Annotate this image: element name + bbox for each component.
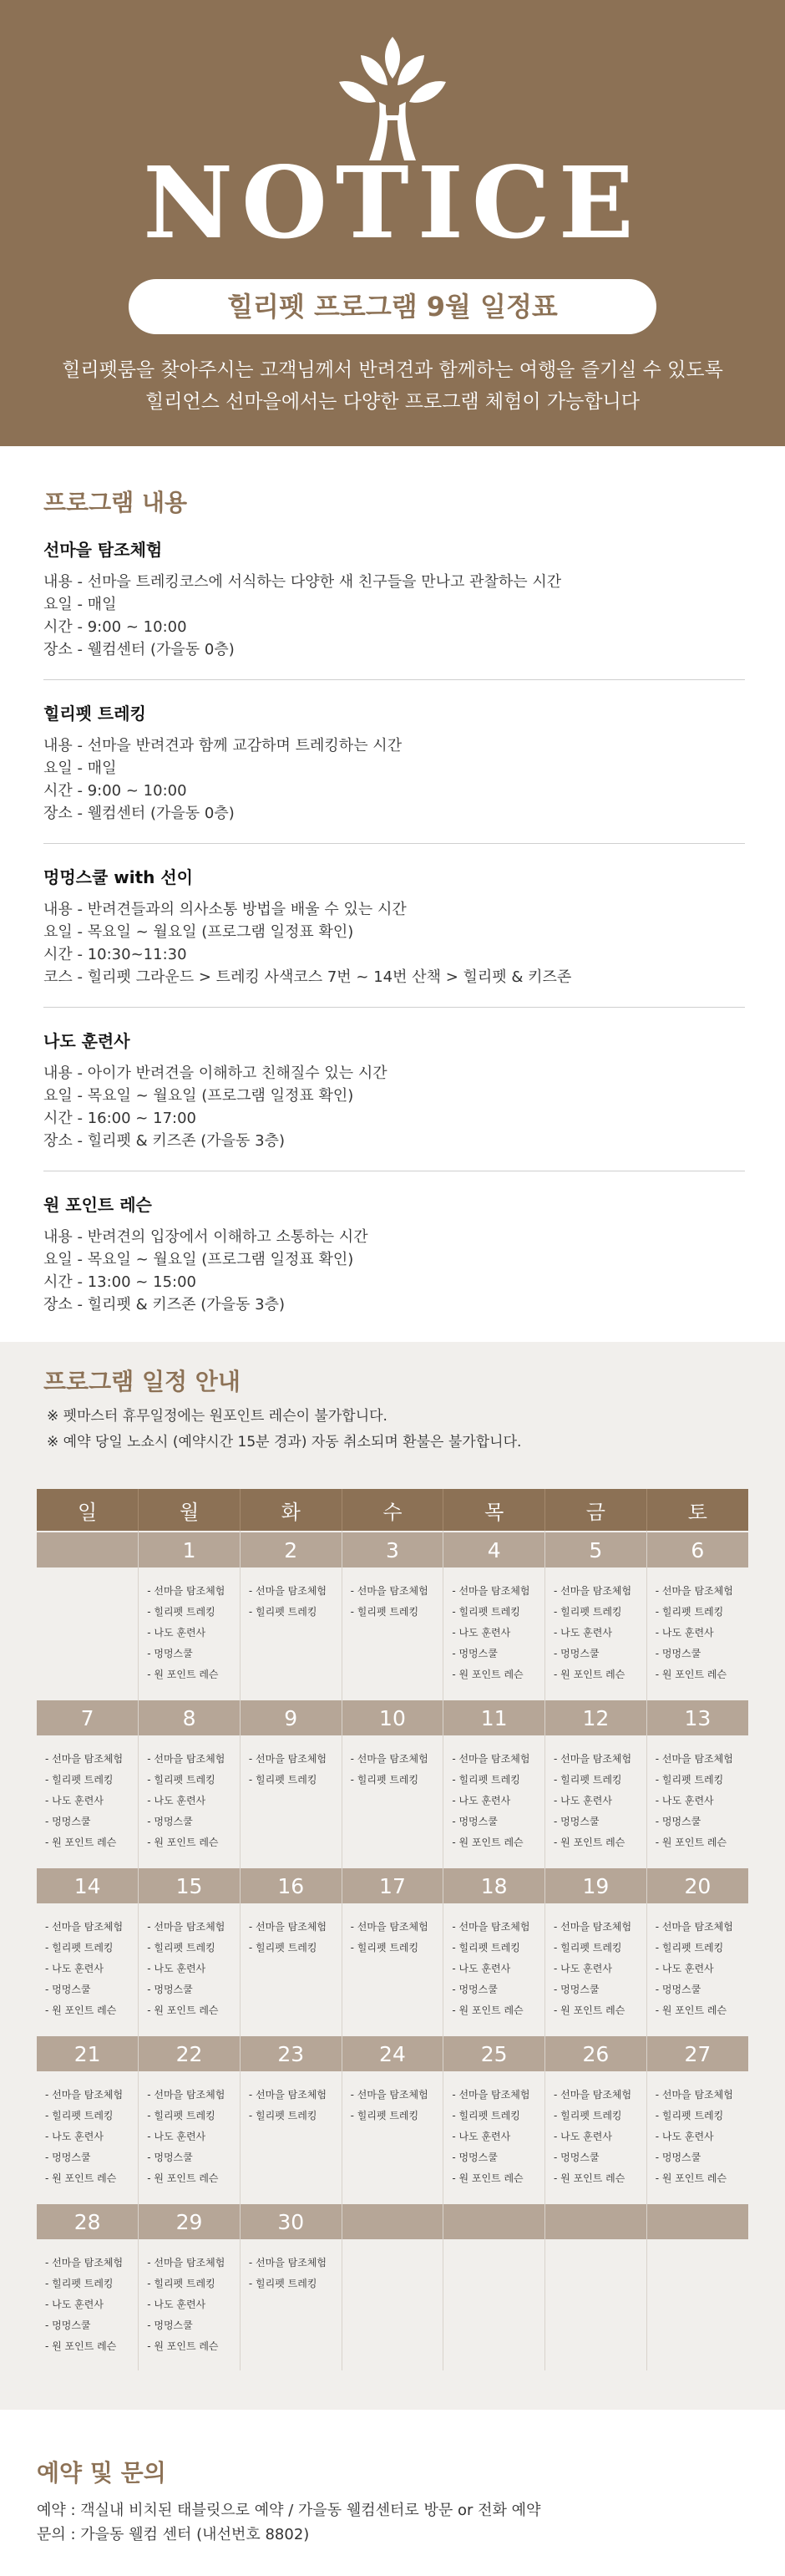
activity-item: - 원 포인트 레슨 (655, 1837, 727, 1848)
activity-item: - 원 포인트 레슨 (147, 1669, 219, 1680)
day-activities (139, 2239, 240, 2370)
day-cell (139, 1531, 241, 1699)
day-activities (443, 1735, 544, 1867)
weekday-header-row (37, 1489, 748, 1531)
day-cell (37, 1699, 139, 1867)
day-activities (342, 1567, 443, 1699)
activity-item: - 멍멍스쿨 (655, 1984, 701, 1995)
day-number: 7 (37, 1699, 138, 1735)
activity-item: - 힐리펫 트레킹 (452, 1942, 520, 1954)
day-activities (342, 2071, 443, 2203)
activity-item: - 멍멍스쿨 (147, 1648, 193, 1659)
activity-item: - 힐리펫 트레킹 (248, 1774, 317, 1786)
section-title: 프로그램 일정 안내 (43, 1368, 241, 1395)
activity-item: - 원 포인트 레슨 (655, 2004, 727, 2016)
activity-item: - 선마을 탐조체험 (452, 1585, 530, 1597)
activity-item: - 선마을 탐조체험 (147, 1753, 225, 1765)
activity-item: - 선마을 탐조체험 (554, 1585, 632, 1597)
day-number (443, 2203, 544, 2239)
activity-item: - 나도 훈련사 (147, 2299, 206, 2310)
day-cell (545, 1699, 647, 1867)
activity-item: - 선마을 탐조체험 (147, 1921, 225, 1933)
activity-item: - 선마을 탐조체험 (554, 2089, 632, 2101)
day-activities (241, 2071, 342, 2203)
activity-item: - 선마을 탐조체험 (45, 2089, 124, 2101)
activity-item: - 멍멍스쿨 (45, 1984, 91, 1995)
activity-item: - 나도 훈련사 (147, 1963, 206, 1974)
day-activities (37, 2071, 138, 2203)
activity-item: - 힐리펫 트레킹 (147, 2278, 215, 2289)
program-detail: 요일 - 목요일 ~ 월요일 (프로그램 일정표 확인) (43, 923, 354, 941)
activity-item: - 원 포인트 레슨 (655, 1669, 727, 1680)
activity-item: - 원 포인트 레슨 (554, 1669, 625, 1680)
day-cell (240, 1699, 342, 1867)
activity-item: - 선마을 탐조체험 (452, 1921, 530, 1933)
day-number: 15 (139, 1867, 240, 1903)
program-detail: 시간 - 9:00 ~ 10:00 (43, 782, 187, 800)
day-cell (37, 2203, 139, 2370)
day-number: 8 (139, 1699, 240, 1735)
day-number: 23 (241, 2035, 342, 2071)
day-cell (37, 2035, 139, 2203)
week-row (37, 1531, 748, 1699)
activity-item: - 힐리펫 트레킹 (350, 2110, 419, 2121)
contact-section (0, 2410, 785, 2576)
activity-item: - 원 포인트 레슨 (147, 2172, 219, 2184)
day-cell (139, 2035, 241, 2203)
activity-item: - 멍멍스쿨 (452, 2152, 498, 2163)
program-item (43, 700, 745, 844)
weekday-header: 일 (37, 1489, 139, 1531)
activity-item: - 힐리펫 트레킹 (452, 1774, 520, 1786)
activity-item: - 원 포인트 레슨 (45, 2004, 117, 2016)
activity-item: - 나도 훈련사 (452, 1627, 511, 1639)
day-number: 21 (37, 2035, 138, 2071)
day-activities (139, 1735, 240, 1867)
program-detail: 시간 - 13:00 ~ 15:00 (43, 1273, 196, 1291)
program-content-section (0, 446, 785, 1342)
activity-item: - 선마을 탐조체험 (655, 1753, 733, 1765)
day-cell (240, 2035, 342, 2203)
activity-item: - 선마을 탐조체험 (147, 2089, 225, 2101)
program-detail: 코스 - 힐리펫 그라운드 > 트레킹 사색코스 7번 ~ 14번 산책 > 힐리펫 & 키즈존 (43, 968, 572, 986)
activity-item: - 멍멍스쿨 (655, 1816, 701, 1827)
day-activities (443, 2239, 544, 2370)
program-name: 원 포인트 레슨 (43, 1195, 152, 1215)
day-activities (443, 1567, 544, 1699)
day-number: 20 (647, 1867, 748, 1903)
day-activities (37, 1567, 138, 1699)
activity-item: - 선마을 탐조체험 (248, 2257, 327, 2269)
activity-item: - 원 포인트 레슨 (45, 2172, 117, 2184)
activity-item: - 힐리펫 트레킹 (147, 1774, 215, 1786)
activity-item: - 선마을 탐조체험 (554, 1753, 632, 1765)
activity-item: - 멍멍스쿨 (655, 2152, 701, 2163)
program-item (43, 1028, 745, 1171)
day-cell (37, 1867, 139, 2035)
activity-item: - 멍멍스쿨 (554, 1648, 600, 1659)
day-activities (241, 1903, 342, 2035)
weekday-header: 토 (646, 1489, 748, 1531)
activity-item: - 선마을 탐조체험 (350, 1921, 428, 1933)
program-item (43, 864, 745, 1008)
activity-item: - 나도 훈련사 (554, 1795, 612, 1806)
day-cell (443, 2203, 545, 2370)
schedule-note: ※ 펫마스터 휴무일정에는 원포인트 레슨이 불가합니다. (47, 1408, 387, 1425)
day-activities (647, 1735, 748, 1867)
program-name: 멍멍스쿨 with 선이 (43, 867, 193, 887)
day-cell (139, 1699, 241, 1867)
day-cell (443, 1531, 545, 1699)
day-cell (646, 1531, 748, 1699)
activity-item: - 원 포인트 레슨 (452, 2172, 524, 2184)
day-cell (545, 1531, 647, 1699)
day-cell (646, 1867, 748, 2035)
activity-item: - 멍멍스쿨 (147, 1816, 193, 1827)
activity-item: - 선마을 탐조체험 (248, 1921, 327, 1933)
activity-item: - 선마을 탐조체험 (248, 1753, 327, 1765)
day-cell (646, 2035, 748, 2203)
header-banner (0, 0, 785, 446)
activity-item: - 나도 훈련사 (45, 2131, 104, 2142)
program-item (43, 1191, 745, 1334)
day-activities (647, 2071, 748, 2203)
program-list (43, 536, 745, 1334)
activity-item: - 힐리펫 트레킹 (452, 2110, 520, 2121)
activity-item: - 힐리펫 트레킹 (147, 2110, 215, 2121)
schedule-note: ※ 예약 당일 노쇼시 (예약시간 15분 경과) 자동 취소되며 환불은 불가합니다. (47, 1434, 522, 1451)
activity-item: - 힐리펫 트레킹 (45, 1942, 114, 1954)
activity-item: - 선마을 탐조체험 (45, 1753, 124, 1765)
day-number: 14 (37, 1867, 138, 1903)
day-activities (545, 1735, 646, 1867)
activity-item: - 멍멍스쿨 (147, 1984, 193, 1995)
day-activities (647, 1567, 748, 1699)
activity-item: - 멍멍스쿨 (554, 1816, 600, 1827)
activity-item: - 힐리펫 트레킹 (147, 1942, 215, 1954)
schedule-section (0, 1342, 785, 2410)
activity-item: - 원 포인트 레슨 (147, 2004, 219, 2016)
day-number: 10 (342, 1699, 443, 1735)
activity-item: - 힐리펫 트레킹 (655, 1942, 724, 1954)
program-detail: 요일 - 매일 (43, 760, 117, 777)
activity-item: - 원 포인트 레슨 (655, 2172, 727, 2184)
schedule-title-pill: 힐리펫 프로그램 9월 일정표 (129, 279, 656, 334)
activity-item: - 멍멍스쿨 (452, 1648, 498, 1659)
program-detail: 시간 - 10:30~11:30 (43, 946, 187, 963)
day-number: 9 (241, 1699, 342, 1735)
day-cell (240, 1531, 342, 1699)
activity-item: - 선마을 탐조체험 (452, 2089, 530, 2101)
activity-item: - 선마을 탐조체험 (554, 1921, 632, 1933)
day-number: 13 (647, 1699, 748, 1735)
activity-item: - 원 포인트 레슨 (452, 1837, 524, 1848)
activity-item: - 원 포인트 레슨 (452, 2004, 524, 2016)
day-cell (342, 1699, 443, 1867)
activity-item: - 선마을 탐조체험 (248, 2089, 327, 2101)
weekday-header: 화 (240, 1489, 342, 1531)
day-activities (241, 2239, 342, 2370)
activity-item: - 멍멍스쿨 (147, 2319, 193, 2331)
activity-item: - 원 포인트 레슨 (147, 2340, 219, 2352)
day-number: 17 (342, 1867, 443, 1903)
activity-item: - 힐리펫 트레킹 (350, 1606, 419, 1618)
program-detail: 내용 - 아이가 반려견을 이해하고 친해질수 있는 시간 (43, 1064, 387, 1082)
activity-item: - 선마을 탐조체험 (248, 1585, 327, 1597)
day-number (37, 1531, 138, 1567)
activity-item: - 선마을 탐조체험 (147, 2257, 225, 2269)
week-row (37, 1867, 748, 2035)
program-detail: 장소 - 힐리펫 & 키즈존 (가을동 3층) (43, 1132, 286, 1150)
program-name: 힐리펫 트레킹 (43, 704, 146, 724)
day-number: 25 (443, 2035, 544, 2071)
day-activities (647, 2239, 748, 2370)
day-number: 28 (37, 2203, 138, 2239)
activity-item: - 나도 훈련사 (45, 1963, 104, 1974)
program-detail: 내용 - 반려견들과의 의사소통 방법을 배울 수 있는 시간 (43, 901, 407, 918)
program-detail: 요일 - 목요일 ~ 월요일 (프로그램 일정표 확인) (43, 1251, 354, 1268)
day-number: 1 (139, 1531, 240, 1567)
day-number: 11 (443, 1699, 544, 1735)
activity-item: - 나도 훈련사 (147, 1627, 206, 1639)
activity-item: - 나도 훈련사 (452, 2131, 511, 2142)
program-detail: 장소 - 웰컴센터 (가을동 0층) (43, 641, 235, 658)
activity-item: - 선마을 탐조체험 (45, 2257, 124, 2269)
day-activities (342, 2239, 443, 2370)
day-number (342, 2203, 443, 2239)
day-number: 3 (342, 1531, 443, 1567)
activity-item: - 멍멍스쿨 (655, 1648, 701, 1659)
day-activities (545, 1567, 646, 1699)
activity-item: - 원 포인트 레슨 (554, 2004, 625, 2016)
activity-item: - 선마을 탐조체험 (350, 2089, 428, 2101)
day-cell (545, 1867, 647, 2035)
day-number: 22 (139, 2035, 240, 2071)
day-activities (37, 1903, 138, 2035)
day-cell (443, 1867, 545, 2035)
activity-item: - 멍멍스쿨 (45, 2152, 91, 2163)
activity-item: - 멍멍스쿨 (554, 1984, 600, 1995)
day-number: 24 (342, 2035, 443, 2071)
weekday-header: 목 (443, 1489, 545, 1531)
day-cell (342, 1867, 443, 2035)
day-cell (139, 2203, 241, 2370)
activity-item: - 나도 훈련사 (147, 2131, 206, 2142)
day-activities (647, 1903, 748, 2035)
day-cell (342, 2035, 443, 2203)
activity-item: - 나도 훈련사 (452, 1795, 511, 1806)
program-detail: 내용 - 반려견의 입장에서 이해하고 소통하는 시간 (43, 1228, 368, 1246)
activity-item: - 원 포인트 레슨 (554, 1837, 625, 1848)
day-cell (443, 1699, 545, 1867)
day-number: 12 (545, 1699, 646, 1735)
activity-item: - 힐리펫 트레킹 (554, 1774, 622, 1786)
activity-item: - 선마을 탐조체험 (655, 2089, 733, 2101)
activity-item: - 힐리펫 트레킹 (45, 2278, 114, 2289)
program-detail: 요일 - 매일 (43, 596, 117, 613)
weekday-header: 금 (545, 1489, 647, 1531)
program-detail: 장소 - 힐리펫 & 키즈존 (가을동 3층) (43, 1296, 286, 1313)
weekday-header: 월 (139, 1489, 241, 1531)
day-cell (139, 1867, 241, 2035)
activity-item: - 멍멍스쿨 (147, 2152, 193, 2163)
day-activities (443, 2071, 544, 2203)
activity-item: - 힐리펫 트레킹 (45, 1774, 114, 1786)
day-activities (139, 1903, 240, 2035)
activity-item: - 힐리펫 트레킹 (655, 1606, 724, 1618)
day-activities (545, 1903, 646, 2035)
activity-item: - 나도 훈련사 (45, 2299, 104, 2310)
activity-item: - 원 포인트 레슨 (147, 1837, 219, 1848)
activity-item: - 힐리펫 트레킹 (655, 1774, 724, 1786)
week-row (37, 2035, 748, 2203)
contact-reservation: 예약 : 객실내 비치된 태블릿으로 예약 / 가을동 웰컴센터로 방문 or 전화 예약 (37, 2502, 541, 2519)
program-detail: 내용 - 선마을 트레킹코스에 서식하는 다양한 새 친구들을 만나고 관찰하는 시간 (43, 573, 562, 591)
activity-item: - 선마을 탐조체험 (655, 1585, 733, 1597)
day-number (647, 2203, 748, 2239)
section-title: 예약 및 문의 (37, 2459, 166, 2487)
activity-item: - 선마을 탐조체험 (45, 1921, 124, 1933)
activity-item: - 힐리펫 트레킹 (554, 1942, 622, 1954)
activity-item: - 나도 훈련사 (655, 1795, 714, 1806)
program-name: 나도 훈련사 (43, 1031, 130, 1051)
activity-item: - 선마을 탐조체험 (350, 1753, 428, 1765)
program-detail: 장소 - 웰컴센터 (가을동 0층) (43, 805, 235, 822)
day-cell (646, 2203, 748, 2370)
day-cell (240, 2203, 342, 2370)
activity-item: - 원 포인트 레슨 (554, 2172, 625, 2184)
day-activities (37, 1735, 138, 1867)
day-number: 18 (443, 1867, 544, 1903)
day-number (545, 2203, 646, 2239)
activity-item: - 나도 훈련사 (554, 1627, 612, 1639)
program-item (43, 536, 745, 680)
day-number: 26 (545, 2035, 646, 2071)
activity-item: - 나도 훈련사 (655, 2131, 714, 2142)
day-activities (241, 1567, 342, 1699)
activity-item: - 원 포인트 레슨 (45, 2340, 117, 2352)
activity-item: - 나도 훈련사 (45, 1795, 104, 1806)
program-detail: 시간 - 9:00 ~ 10:00 (43, 618, 187, 636)
day-cell (37, 1531, 139, 1699)
day-number: 29 (139, 2203, 240, 2239)
activity-item: - 멍멍스쿨 (554, 2152, 600, 2163)
day-activities (139, 1567, 240, 1699)
day-cell (342, 2203, 443, 2370)
activity-item: - 원 포인트 레슨 (452, 1669, 524, 1680)
program-detail: 시간 - 16:00 ~ 17:00 (43, 1110, 196, 1127)
activity-item: - 나도 훈련사 (452, 1963, 511, 1974)
day-activities (545, 2071, 646, 2203)
week-row (37, 1699, 748, 1867)
activity-item: - 힐리펫 트레킹 (554, 1606, 622, 1618)
activity-item: - 힐리펫 트레킹 (452, 1606, 520, 1618)
day-cell (646, 1699, 748, 1867)
activity-item: - 힐리펫 트레킹 (248, 2278, 317, 2289)
activity-item: - 힐리펫 트레킹 (655, 2110, 724, 2121)
activity-item: - 힐리펫 트레킹 (248, 2110, 317, 2121)
calendar-table (37, 1489, 748, 2370)
day-activities (139, 2071, 240, 2203)
day-cell (240, 1867, 342, 2035)
day-activities (37, 2239, 138, 2370)
activity-item: - 힐리펫 트레킹 (350, 1942, 419, 1954)
program-name: 선마을 탐조체험 (43, 540, 163, 560)
activity-item: - 나도 훈련사 (554, 2131, 612, 2142)
program-detail: 내용 - 선마을 반려견과 함께 교감하며 트레킹하는 시간 (43, 737, 403, 755)
activity-item: - 멍멍스쿨 (45, 1816, 91, 1827)
activity-item: - 멍멍스쿨 (452, 1816, 498, 1827)
activity-item: - 멍멍스쿨 (45, 2319, 91, 2331)
day-cell (443, 2035, 545, 2203)
activity-item: - 힐리펫 트레킹 (248, 1942, 317, 1954)
tree-logo-icon (336, 37, 449, 162)
activity-item: - 선마을 탐조체험 (452, 1753, 530, 1765)
activity-item: - 힐리펫 트레킹 (554, 2110, 622, 2121)
day-number: 19 (545, 1867, 646, 1903)
activity-item: - 힐리펫 트레킹 (350, 1774, 419, 1786)
program-detail: 요일 - 목요일 ~ 월요일 (프로그램 일정표 확인) (43, 1087, 354, 1105)
day-activities (241, 1735, 342, 1867)
day-number: 27 (647, 2035, 748, 2071)
day-activities (545, 2239, 646, 2370)
activity-item: - 힐리펫 트레킹 (248, 1606, 317, 1618)
day-number: 6 (647, 1531, 748, 1567)
day-cell (545, 2035, 647, 2203)
day-activities (342, 1735, 443, 1867)
activity-item: - 나도 훈련사 (655, 1627, 714, 1639)
day-number: 30 (241, 2203, 342, 2239)
contact-inquiry: 문의 : 가을동 웰컴 센터 (내선번호 8802) (37, 2526, 310, 2543)
weekday-header: 수 (342, 1489, 443, 1531)
activity-item: - 나도 훈련사 (147, 1795, 206, 1806)
day-number: 4 (443, 1531, 544, 1567)
day-activities (443, 1903, 544, 2035)
day-number: 2 (241, 1531, 342, 1567)
activity-item: - 원 포인트 레슨 (45, 1837, 117, 1848)
day-number: 5 (545, 1531, 646, 1567)
week-row (37, 2203, 748, 2370)
activity-item: - 멍멍스쿨 (452, 1984, 498, 1995)
intro-line: 힐리언스 선마을에서는 다양한 프로그램 체험이 가능합니다 (144, 391, 640, 413)
intro-line: 힐리펫룸을 찾아주시는 고객님께서 반려견과 함께하는 여행을 즐기실 수 있도록 (62, 359, 723, 381)
day-cell (342, 1531, 443, 1699)
section-title: 프로그램 내용 (43, 489, 188, 516)
day-number: 16 (241, 1867, 342, 1903)
activity-item: - 나도 훈련사 (655, 1963, 714, 1974)
activity-item: - 힐리펫 트레킹 (147, 1606, 215, 1618)
day-cell (545, 2203, 647, 2370)
activity-item: - 선마을 탐조체험 (655, 1921, 733, 1933)
day-activities (342, 1903, 443, 2035)
intro-text (0, 354, 785, 418)
activity-item: - 선마을 탐조체험 (350, 1585, 428, 1597)
activity-item: - 나도 훈련사 (554, 1963, 612, 1974)
activity-item: - 선마을 탐조체험 (147, 1585, 225, 1597)
activity-item: - 힐리펫 트레킹 (45, 2110, 114, 2121)
notice-title: NOTICE (143, 145, 642, 261)
